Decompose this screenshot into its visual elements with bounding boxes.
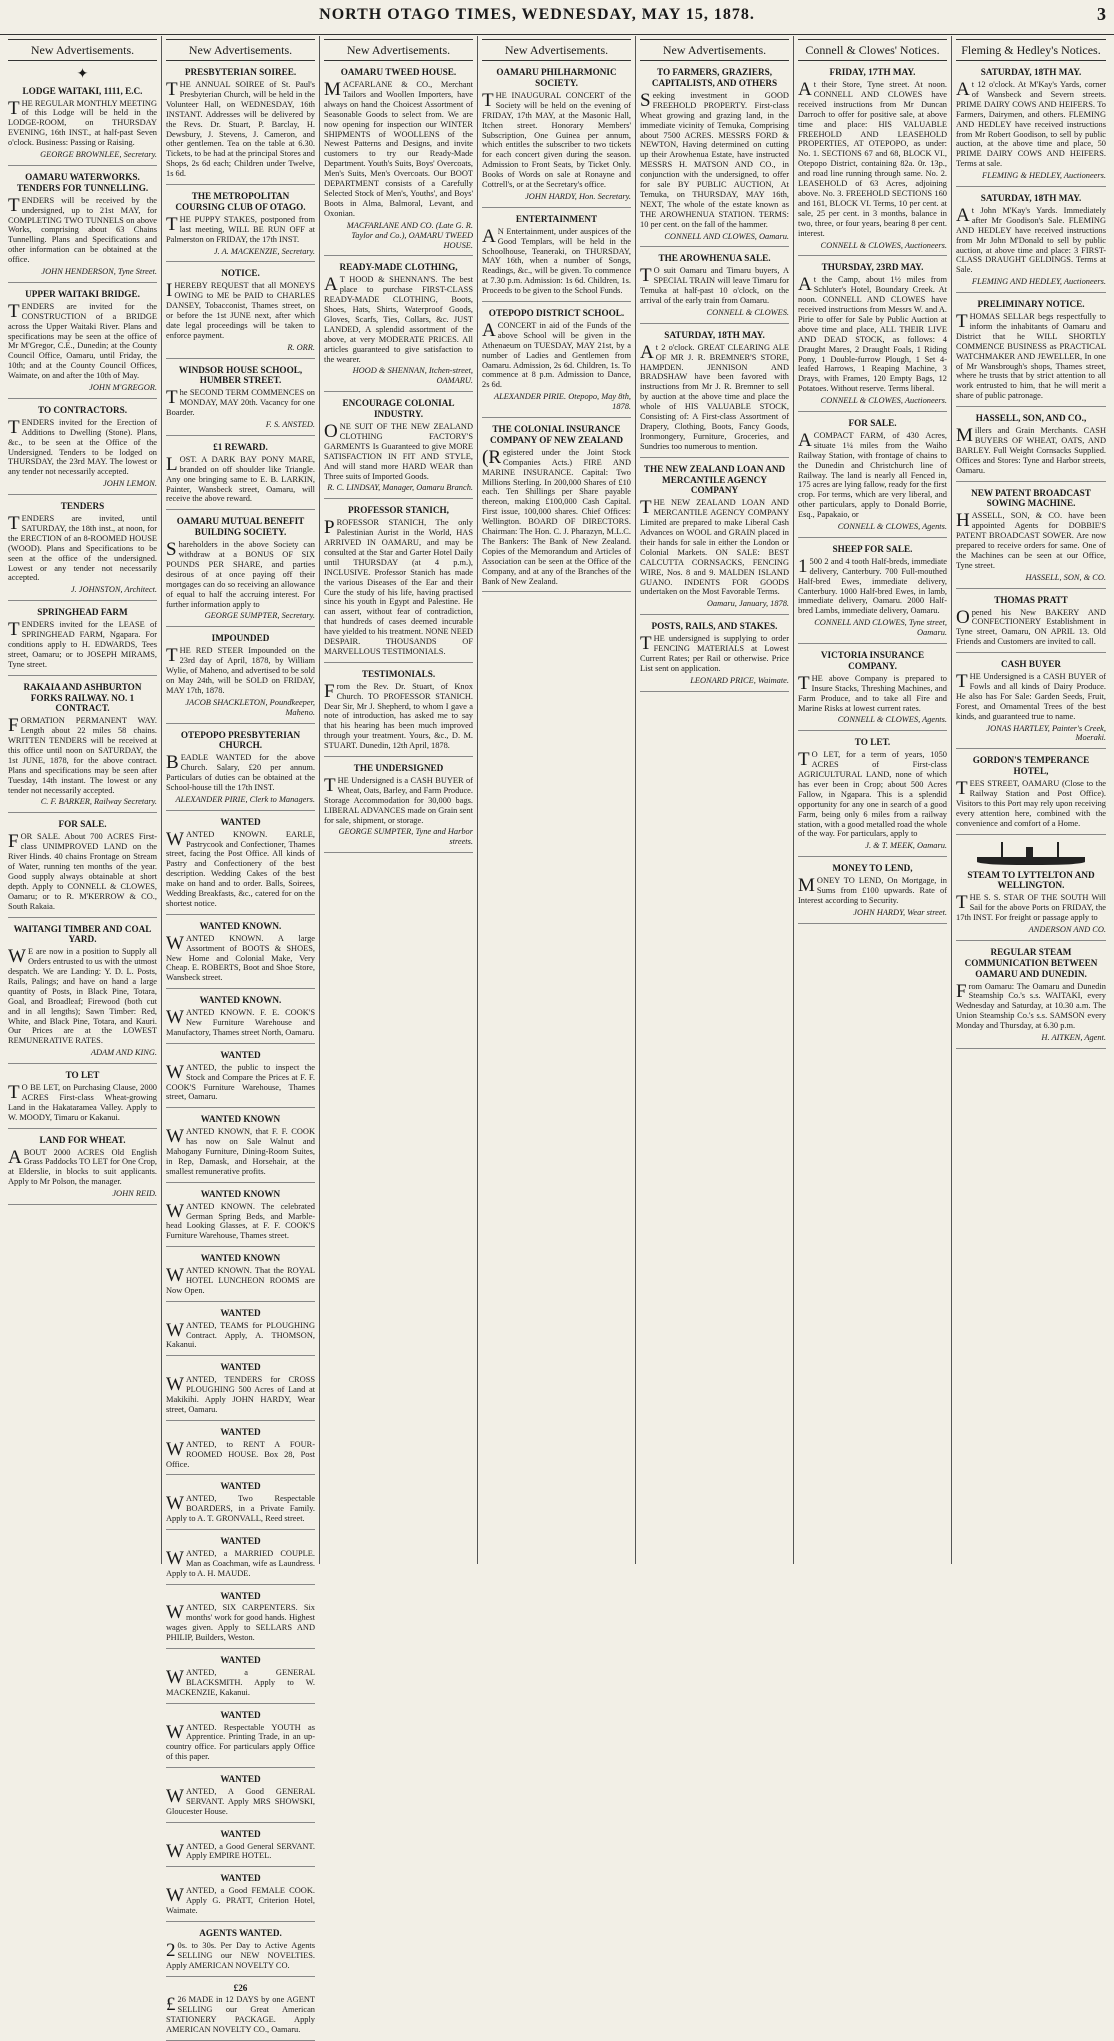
column-heading: Fleming & Hedley's Notices. (956, 39, 1106, 61)
ad-title: TO LET. (854, 737, 891, 748)
advertisement (166, 1114, 315, 1182)
ad-body: At 2 o'clock. GREAT CLEARING ALE OF MR J. R. BREMNER'S STORE, HAMPDEN. JENNISON AND BRADSHAW have been favored with instructions from Mr J. R. Bremner to sell by auction at the above time and place the whole of HIS VALUABLE STOCK, Consisting of: A First-class Assortment of Drapery, Clothing, Boots, Fancy Goods, Ironmongery, Furniture, Groceries, and Sundries too numerous to mention. (640, 341, 789, 451)
ad-body: THE Undersigned is a CASH BUYER of Wheat, Oats, Barley, and Farm Produce. Storage Accommodation for 30,000 bags. LIBERAL ADVANCES made on Grain sent for sale, shipment, or storage. (324, 774, 473, 825)
advertisement (640, 253, 789, 323)
ad-body: TENDERS invited for the Erection of Additions to Dwelling (Stone). Plans, &c., to be seen at the Office of the Undersigned. Tenders to be lodged on THURSDAY, the 23rd MAY. The lowest or any tender not necessarily accepted. (8, 416, 157, 477)
ad-title: OTEPOPO PRESBYTERIAN CHURCH. (180, 729, 301, 751)
ad-body: TENDERS are invited, until SATURDAY, the 18th inst., at noon, for the ERECTION of an 8-ROOMED HOUSE (WOOD). Plans and Specifications to be seen at the office of the undersigned. Lowest or any tender not necessarily accepted. (8, 513, 157, 583)
ad-title: THURSDAY, 23RD MAY. (821, 262, 924, 273)
advertisement (166, 1536, 315, 1585)
advertisement (956, 413, 1106, 481)
ad-title: PRELIMINARY NOTICE. (977, 299, 1085, 310)
ad-title: WANTED KNOWN. (199, 995, 282, 1006)
ad-signature: ALEXANDER PIRIE. Otepopo, May 8th, 1878. (494, 392, 631, 412)
advertisement (798, 67, 947, 256)
ad-title: TENDERS (60, 501, 105, 512)
advertisement (324, 67, 473, 256)
ad-body: WANTED KNOWN. A large Assortment of BOOTS & SHOES, New Home and Colonial Make, Very Cheap. E. ROBERTS, Boot and Shoe Store, Wansbeck street. (166, 932, 315, 983)
advertisement (166, 442, 315, 510)
ad-title: THE NEW ZEALAND LOAN AND MERCANTILE AGENCY COMPANY (643, 463, 786, 496)
ad-signature: HOOD & SHENNAN, Itchen-street, OAMARU. (352, 366, 473, 386)
ad-title: CASH BUYER (1001, 659, 1061, 670)
ad-signature: J. JOHNSTON, Architect. (70, 585, 157, 595)
page-title: NORTH OTAGO TIMES, WEDNESDAY, MAY 15, 1878. (319, 6, 755, 23)
advertisement (166, 1873, 315, 1922)
column-heading: New Advertisements. (8, 39, 157, 61)
advertisement (956, 193, 1106, 293)
ad-title: LODGE WAITAKI, 1111, E.C. (22, 85, 143, 96)
ad-signature: Oamaru, January, 1878. (706, 599, 789, 609)
ad-body: THE PUPPY STAKES, postponed from last meeting, WILL BE RUN OFF at Palmerston on FRIDAY, the 17th INST. (166, 213, 315, 244)
ad-body: WANTED KNOWN. The celebrated German Spring Beds, and Marble-head Looking Glasses, at F. F. COOK'S Furniture Warehouse, Thames street. (166, 1200, 315, 1241)
advertisement (324, 669, 473, 757)
masonic-emblem-icon: ✦ (76, 67, 89, 83)
advertisement (8, 924, 157, 1065)
ad-body: WANTED, SIX CARPENTERS. Six months' work for good hands. Highest wages given. Apply to SELLARS AND PHILIP, Builders, Weston. (166, 1602, 315, 1643)
advertisement (8, 1135, 157, 1205)
advertisement (166, 516, 315, 627)
page-number: 3 (1097, 4, 1106, 24)
ad-body: AT HOOD & SHENNAN'S. The best place to purchase FIRST-CLASS READY-MADE CLOTHING, Boots, Shoes, Hats, Shirts, Waterproof Goods, Gloves, Scarfs, Ties, Collars, &c. JUST LANDED, A splendid assortment of the above, at very MODERATE PRICES. All articles guaranteed to give satisfaction to the wearer. (324, 274, 473, 364)
ad-title: READY-MADE CLOTHING, (339, 262, 458, 273)
ad-body: WANTED KNOWN. F. E. COOK'S New Furniture Warehouse and Manufactory, Thames street North, Oamaru. (166, 1007, 315, 1037)
column-heading: New Advertisements. (166, 39, 315, 61)
ad-body: WANTED, a Good General SERVANT. Apply EMPIRE HOTEL. (166, 1840, 315, 1862)
ad-signature: JOHN HARDY, Hon. Secretary. (525, 191, 631, 201)
ad-title: MONEY TO LEND, (832, 863, 913, 874)
advertisement (324, 262, 473, 392)
ad-signature: R. C. LINDSAY, Manager, Oamaru Branch. (327, 483, 473, 493)
steamship-icon (971, 841, 1091, 867)
ad-body: TENDERS are invited for the CONSTRUCTION of a BRIDGE across the Upper Waitaki River. Plans and specifications may be seen at the office of Mr M'Gregor, C.E., Dunedin; at the County Council Office, Oamaru, until Friday, the 10th; and at the County Council Offices, Waimate, on and after the 10th of May. (8, 300, 157, 381)
column-heading: New Advertisements. (640, 39, 789, 61)
ad-signature: CONNELL & CLOWES, Agents. (837, 522, 947, 532)
ad-body: TENDERS invited for the LEASE of SPRINGHEAD FARM, Ngapara. For conditions apply to H. EDWARDS, Tees street, Oamaru; or to JOSEPH MIRAMS, Tyne street. (8, 619, 157, 669)
advertisement (166, 1308, 315, 1357)
advertisement (956, 659, 1106, 749)
ad-title: WAITANGI TIMBER AND COAL YARD. (13, 923, 152, 945)
ad-title: ENCOURAGE COLONIAL INDUSTRY. (342, 398, 455, 420)
ad-body: (Registered under the Joint Stock Companies Acts.) FIRE AND MARINE INSURANCE. Capital: Two Millions Sterling. In 200,000 Shares of £10 each. Ten Shillings per Share payable thereon, making £100,000 Cash Capital. First issue, 100,000 shares. Chief Offices: Wellington. BOARD OF DIRECTORS. Chairman: The Hon. C. J. Pharazyn, M.L.C. The Bankers: The Bank of New Zealand. Copies of the Memorandum and Articles of Association can be seen at the Office of the Company, and at any of the Branches of the Bank of New Zealand. (482, 446, 631, 586)
ad-body: THE ANNUAL SOIREE of St. Paul's Presbyterian Church, will be held in the Volunteer Hall, on WEDNESDAY, 16th INSTANT. Addresses will be delivered by the Revs. Dr. Stuart, P. Barclay, H. Dewsbury, J. Stevens, J. Cameron, and other gentlemen. Tea on the table at 6.30. Tickets, to be had at the principal Stores and Shops, 2s 6d each; Children under Twelve, 1s 6d. (166, 79, 315, 179)
ad-signature: J. & T. MEEK, Oamaru. (865, 841, 947, 851)
advertisement (798, 262, 947, 412)
advertisement (8, 1070, 157, 1128)
ad-body: WANTED, TENDERS for CROSS PLOUGHING 500 Acres of Land at Makikihi. Apply JOHN HARDY, Wear street, Oamaru. (166, 1374, 315, 1414)
ad-title: LAND FOR WHEAT. (39, 1134, 126, 1145)
ad-signature: ADAM AND KING. (90, 1048, 157, 1058)
advertisement (166, 365, 315, 436)
ad-title: VICTORIA INSURANCE COMPANY. (820, 650, 925, 671)
ad-body: WANTED KNOWN, that F. F. COOK has now on Sale Walnut and Mahogany Furniture, Dining-Room Suites, in Rep, Damask, and Horsehair, at the smallest remunerative profits. (166, 1126, 315, 1176)
ad-body: MONEY TO LEND, On Mortgage, in Sums from £100 upwards. Rate of Interest according to Security. (798, 875, 947, 905)
advertisement (798, 737, 947, 857)
ad-title: TESTIMONIALS. (361, 668, 436, 679)
advertisement (166, 1829, 315, 1868)
ad-signature: GEORGE SUMPTER, Tyne and Harbor streets. (338, 827, 473, 847)
ad-signature: JOHN REID. (112, 1189, 157, 1199)
ad-body: Shareholders in the above Society can withdraw at a BONUS OF SIX POUNDS PER SHARE, and parties desirous of at once paying off their mortgages can do so receiving an allowance of equal to half the accruing interest. For further information apply to (166, 539, 315, 609)
advertisement (166, 1983, 315, 2041)
ad-body: BEADLE WANTED for the above Church. Salary, £20 per annum. Particulars of duties can be obtained at the School-house till the 17th INST. (166, 752, 315, 792)
advertisement (798, 544, 947, 644)
advertisement (640, 621, 789, 691)
ad-title: OTEPOPO DISTRICT SCHOOL. (488, 308, 625, 319)
ad-title: WANTED (220, 1307, 261, 1318)
ad-body: AN Entertainment, under auspices of the Good Templars, will be held in the Schoolhouse, Teaneraki, on THURSDAY, MAY 16th, when a number of Songs, Readings, &c., will be given. To commence at 7.30 p.m. Admission: 1s 6d. Children, 1s. Proceeds to be given to the School Funds. (482, 225, 631, 296)
ad-title: UPPER WAITAKI BRIDGE. (25, 288, 140, 299)
ad-title: THE AROWHENUA SALE. (658, 253, 771, 264)
ad-body: TEES STREET, OAMARU (Close to the Railway Station and Post Office). Visitors to this Port may rely upon receiving every attention here, combined with the convenience and comfort of a Home. (956, 778, 1106, 828)
ad-title: WANTED (220, 816, 261, 827)
columns (4, 36, 1110, 2035)
ad-title: WANTED (220, 1655, 261, 1666)
advertisement (166, 817, 315, 915)
ad-title: WANTED (220, 1774, 261, 1785)
advertisement (166, 921, 315, 989)
ad-title: HASSELL, SON, AND CO., (975, 413, 1087, 424)
ad-title: WANTED (220, 1536, 261, 1547)
advertisement (166, 67, 315, 185)
ad-body: From the Rev. Dr. Stuart, of Knox Church. TO PROFESSOR STANICH. Dear Sir, Mr J. Shepherd, to whom I gave a note of introduction, has asked me to say that his hearing has been much improved through your treatment. Yours, &c., D. M. STUART. Dunedin, 12th April, 1878. (324, 680, 473, 751)
ad-signature: JACOB SHACKLETON, Poundkeeper, Maheno. (185, 697, 315, 717)
ad-body: TO suit Oamaru and Timaru buyers, A SPECIAL TRAIN will leave Timaru for Temuka at half-past 10 o'clock, on the arrival of the early train from Oamaru. (640, 265, 789, 306)
ad-signature: C. F. BARKER, Railway Secretary. (40, 797, 157, 807)
advertisement (8, 172, 157, 283)
ad-signature: J. A. MACKENZIE, Secretary. (213, 246, 315, 256)
ad-body: WANTED, TEAMS for PLOUGHING Contract. Apply, A. THOMSON, Kakanui. (166, 1319, 315, 1350)
ad-signature: JOHN HENDERSON, Tyne Street. (41, 267, 157, 277)
ad-title: WANTED KNOWN. (199, 920, 282, 931)
ad-body: WANTED KNOWN. EARLE, Pastrycook and Confectioner, Thames street, facing the Post Office. All kinds of Pastry and Confectionery of the best description. Wedding Cakes of the best make on hand and to order. Balls, Soirees, Wedding Breakfasts, &c., catered for on the shortest notice. (166, 828, 315, 908)
ad-body: ONE SUIT OF THE NEW ZEALAND CLOTHING FACTORY'S GARMENTS Is Guaranteed to give MORE SATISFACTION IN FIT AND STYLE, And will stand more HARD WEAR than Three suits of Imported Goods. (324, 420, 473, 481)
ad-signature: MACFARLANE AND CO. (Late G. R. Taylor and Co.), OAMARU TWEED HOUSE. (346, 220, 473, 250)
advertisement (8, 501, 157, 601)
ad-signature: ANDERSON AND CO. (1028, 925, 1106, 935)
advertisement (324, 763, 473, 853)
column-5 (636, 36, 794, 1564)
ad-title: REGULAR STEAM COMMUNICATION BETWEEN OAMARU AND DUNEDIN. (964, 946, 1098, 979)
ad-title: OAMARU WATERWORKS. TENDERS FOR TUNNELLING. (16, 171, 149, 193)
ad-signature: CONNELL & CLOWES, Auctioneers. (820, 396, 947, 406)
advertisement (956, 595, 1106, 653)
ad-body: At John M'Kay's Yards. Immediately after Mr Goodison's Sale. FLEMING AND HEDLEY have received instructions from Mr John M'Donald to sell by public auction, at above time and place: 3 FIRST-CLASS DRAUGHT GELDINGS. Terms at Sale. (956, 204, 1106, 275)
ad-title: WANTED (220, 1590, 261, 1601)
ad-body: FOR SALE. About 700 ACRES First-class UNIMPROVED LAND on the River Hinds. 40 chains Frontage on Stream of Water, running ten months of the year. Good supply always obtainable at short depth. Apply to CONNELL & CLOWES, Oamaru; or to R. M'KERROW & CO., South Rakaia. (8, 831, 157, 911)
ad-signature: CONNELL & CLOWES. (706, 307, 789, 317)
advertisement (956, 841, 1106, 941)
ad-title: WINDSOR HOUSE SCHOOL, HUMBER STREET. (178, 364, 303, 386)
ad-signature: JOHN M'GREGOR. (89, 383, 157, 393)
advertisement (166, 995, 315, 1044)
ad-body: WANTED, to RENT A FOUR-ROOMED HOUSE. Box 28, Post Office. (166, 1438, 315, 1469)
ad-body: HASSELL, SON, & CO. have been appointed Agents for DOBBIE'S PATENT BROADCAST SOWER. Are now prepared to receive orders for same. One of the Machines can be seen at our Office, Tyne street. (956, 510, 1106, 570)
advertisement (482, 214, 631, 302)
ad-title: SHEEP FOR SALE. (832, 543, 913, 554)
ad-title: WANTED (220, 1481, 261, 1492)
ad-signature: F. S. ANSTED. (265, 420, 315, 430)
ad-title: GORDON'S TEMPERANCE HOTEL, (972, 755, 1090, 777)
advertisement (798, 863, 947, 923)
ad-body: PROFESSOR STANICH, The only Palestinian Aurist in the World, HAS ARRIVED IN OAMARU, and may be consulted at the Star and Garter Hotel Daily until THURSDAY (at 4 p.m.), INCLUSIVE. Professor Stanich has made the various Diseases of the Ear and their Cure the study of his life, having practised since his youth in Egypt and Palestine. He can assert, without fear of contradiction, that hundreds of cases deemed incurable have yielded to his treatment. NONE NEED DESPAIR. THOUSANDS OF MARVELLOUS TESTIMONIALS. (324, 517, 473, 656)
ad-title: PROFESSOR STANICH, (348, 505, 449, 516)
ad-body: FORMATION PERMANENT WAY. Length about 22 miles 58 chains. WRITTEN TENDERS will be received at this office until noon on SATURDAY, the 1st JUNE, 1878, for the above contract. Plans and specifications may be seen after Tuesday, 14th instant. The lowest or any tender not necessarily accepted. (8, 715, 157, 795)
ad-body: THE NEW ZEALAND LOAN AND MERCANTILE AGENCY COMPANY Limited are prepared to make Liberal Cash Advances on WOOL and GRAIN placed in their hands for sale in either the London or Colonial Markets. ON SALE: BEST CALCUTTA CORNSACKS, FENCING WIRE, Nos. 8 and 9. MALDEN ISLAND GUANO. INDENTS FOR GOODS undertaken on the Most Favorable Terms. (640, 497, 789, 597)
ad-signature: JOHN LEMON. (103, 479, 157, 489)
advertisement (166, 1050, 315, 1108)
ad-body: WANTED, a Good FEMALE COOK. Apply G. PRATT, Criterion Hotel, Waimate. (166, 1885, 315, 1916)
ad-body: THE Undersigned is a CASH BUYER of Fowls and all kinds of Dairy Produce. He also has For Sale: Garden Seeds, Fruit, Forest, and Ornamental Trees of the best kinds, and guaranteed true to name. (956, 671, 1106, 721)
advertisement (482, 67, 631, 208)
ad-signature: LEONARD PRICE, Waimate. (690, 675, 789, 685)
ad-signature: CONNELL & CLOWES, Agents. (837, 715, 947, 725)
ad-body: WANTED KNOWN. That the ROYAL HOTEL LUNCHEON ROOMS are Now Open. (166, 1265, 315, 1295)
advertisement (166, 1253, 315, 1302)
ad-title: THE UNDERSIGNED (353, 763, 444, 774)
ad-body: THE REGULAR MONTHLY MEETING of this Lodge will be held in the LODGE-ROOM, on THURSDAY EVENING, 16th INST., at half-past Seven o'clock. Business: Passing or Raising. (8, 97, 158, 148)
advertisement (166, 1427, 315, 1476)
ad-title: STEAM TO LYTTELTON AND WELLINGTON. (967, 869, 1095, 891)
ad-title: NOTICE. (221, 268, 260, 279)
ad-body: WANTED. Respectable YOUTH as Apprentice. Printing Trade, in an up-country office. For particulars apply Office of this paper. (166, 1721, 315, 1762)
ad-body: Seeking investment in GOOD FREEHOLD PROPERTY. First-class Wheat growing and grazing land, in the immediate vicinity of Temuka, Comprising about 7500 ACRES. MESSRS FORD & NEWTON, Having determined on cutting up their Arowhenua Estate, have instructed MESSRS H. MATSON AND CO., in conjunction with the undersigned, to offer for sale BY PUBLIC AUCTION, At Temuka, on THURSDAY, MAY 16th, NEXT, The whole of the estate known as THE AROWHENUA STATION. TERMS: 10 per cent. on the fall of the hammer. (640, 89, 789, 229)
advertisement (8, 405, 157, 495)
ad-signature: ALEXANDER PIRIE, Clerk to Managers. (175, 794, 315, 804)
advertisement (166, 191, 315, 262)
ad-body: THOMAS SELLAR begs respectfully to inform the inhabitants of Oamaru and District that he WILL SHORTLY COMMENCE BUSINESS as PRACTICAL WATCHMAKER AND JEWELLER, In one of Mr Wansbrough's shops, Thames street, where he trusts that by strict attention to all work entrusted to him, that he will merit a share of public patronage. (956, 311, 1106, 401)
ad-body: Millers and Grain Merchants. CASH BUYERS OF WHEAT, OATS, AND BARLEY. Full Weight Cornsacks Supplied. Offices and Stores: Tyne and Harbor streets, Oamaru. (956, 425, 1106, 475)
ad-signature: CONNELL AND CLOWES, Tyne street, Oamaru. (814, 618, 947, 638)
ad-body: THE above Company is prepared to Insure Stacks, Threshing Machines, and Farm Produce, and to take all Fire and Marine Risks at lowest current rates. (798, 672, 947, 713)
advertisement (956, 67, 1106, 187)
ad-title: FOR SALE. (58, 819, 107, 830)
ad-title: POSTS, RAILS, AND STAKES. (651, 621, 778, 632)
ad-body: IHEREBY REQUEST that all MONEYS OWING to ME be PAID to CHARLES DANSEY, Tobacconist, Thames street, on or before the 1st JUNE next, after which date legal proceedings will be taken to enforce payment. (166, 280, 315, 340)
ad-body: THE S. S. STAR OF THE SOUTH Will Sail for the above Ports on FRIDAY, the 17th INST. For freight or passage apply to (956, 892, 1106, 923)
ad-body: TO BE LET, on Purchasing Clause, 2000 ACRES First-class Wheat-growing Land in the Hakataramea Valley. Apply to W. MOODY, Timaru or Kakanui. (8, 1082, 157, 1122)
advertisement (482, 308, 631, 418)
advertisement (956, 947, 1106, 1049)
advertisement (166, 1591, 315, 1649)
ad-title: THE METROPOLITAN COURSING CLUB OF OTAGO. (175, 191, 306, 212)
ad-title: WANTED (220, 1426, 261, 1437)
ad-title: £1 REWARD. (213, 441, 268, 452)
advertisement (640, 330, 789, 458)
ad-title: ENTERTAINMENT (515, 213, 598, 224)
ad-signature: CONNELL & CLOWES, Auctioneers. (820, 240, 947, 250)
ad-title: FRIDAY, 17TH MAY. (829, 67, 916, 78)
ad-title: WANTED (220, 1873, 261, 1884)
advertisement (166, 1655, 315, 1704)
ad-body: 20s. to 30s. Per Day to Active Agents SELLING our NEW NOVELTIES. Apply AMERICAN NOVELTY CO. (166, 1939, 315, 1970)
column-heading: Connell & Clowes' Notices. (798, 39, 947, 61)
column-1 (4, 36, 162, 1564)
ad-title: SATURDAY, 18TH MAY. (980, 67, 1082, 78)
ad-body: WANTED, the public to inspect the Stock and Compare the Prices at F. F. COOK'S Furniture Warehouse, Thames street, Oamaru. (166, 1061, 315, 1102)
ad-body: 1500 2 and 4 tooth Half-breds, immediate delivery, Canterbury. 700 Full-mouthed Half-bred Ewes, immediate delivery, Canterbury. 1000 Half-bred Ewes, in lamb, immediate delivery, Oamaru. 2000 Half-bred Lambs, immediate delivery, Oamaru. (798, 555, 947, 616)
ad-body: WANTED, Two Respectable BOARDERS, in a Private Family. Apply to A. T. GRONVALL, Reed street. (166, 1493, 315, 1524)
column-6 (794, 36, 952, 1564)
advertisement (8, 819, 157, 917)
ad-title: TO FARMERS, GRAZIERS, CAPITALISTS, AND OTHERS (651, 67, 778, 89)
ad-title: PRESBYTERIAN SOIREE. (184, 67, 297, 78)
advertisement (798, 418, 947, 538)
ad-title: WANTED (220, 1709, 261, 1720)
ad-body: Opened his New BAKERY AND CONFECTIONERY Establishment in Tyne street, Oamaru, ON APRIL 13. Old Friends and Customers are invited to call. (956, 606, 1106, 647)
ad-body: ABOUT 2000 ACRES Old English Grass Paddocks TO LET for One Crop, at Elderslie, in blocks to suit applicants. Apply to Mr Polson, the manager. (8, 1146, 157, 1187)
ad-signature: GEORGE SUMPTER, Secretary. (204, 611, 315, 621)
ad-body: At their Store, Tyne street. At noon. CONNELL AND CLOWES have received instructions from Mr Duncan Darroch to offer for positive sale, at above time and place: HIS VALUABLE FREEHOLD AND LEASEHOLD PROPERTIES, AT OTEPOPO, as under: No. 1. SECTIONS 67 and 68, BLOCK VI., Otepopo District, containing 82a. 0r. 13p., and road line running through same. No. 2. LEASEHOLD of 63 Acres, adjoining above. No. 3. FREEHOLD SECTIONS 160 and 161, BLOCK VI. Terms, 10 per cent. at sale, 25 per cent. in 3 months, balance in two, three, or four years, bearing 8 per cent. interest. (798, 79, 947, 238)
column-7 (952, 36, 1110, 1564)
ad-signature: JONAS HARTLEY, Painter's Creek, Moeraki. (986, 723, 1106, 743)
ad-body: THE undersigned is supplying to order FENCING MATERIALS at Lowest Current Rates; per Rail or otherwise. Price List sent on application. (640, 633, 789, 673)
ad-body: TO LET, for a term of years, 1050 ACRES of First-class AGRICULTURAL LAND, none of which has ever been in Crop; about 500 Acres Fallow, in Ngapara. This is a splendid opportunity for any one in search of a good Farm, being only 6 miles from a railway station, with a good metalled road the whole of the way. For particulars, apply to (798, 749, 947, 839)
ad-body: ACONCERT in aid of the Funds of the above School will be given in the Athenaeum on TUESDAY, MAY 21st, by a number of Ladies and Gentlemen from Oamaru. Admission, 2s 6d. Children, 1s. To commence at 8 p.m. Admission to Dance, 2s 6d. (482, 319, 631, 390)
advertisement (324, 505, 473, 663)
advertisement (8, 607, 157, 675)
ad-signature: JOHN HARDY, Wear street. (853, 907, 947, 917)
column-heading: New Advertisements. (482, 39, 631, 61)
ad-body: LOST. A DARK BAY PONY MARE, branded on off shoulder like Triangle. Any one bringing same to E. B. LARKIN, Painter, Wansbeck street, Oamaru, will receive the above reward. (166, 453, 315, 504)
advertisement (166, 1189, 315, 1247)
ad-title: AGENTS WANTED. (199, 1927, 282, 1938)
ad-title: SPRINGHEAD FARM (37, 607, 128, 618)
ad-body: WANTED, a MARRIED COUPLE. Man as Coachman, wife as Laundress. Apply to A. H. MAUDE. (166, 1547, 316, 1578)
ad-body: At the Camp, about 1½ miles from Schluter's Hotel, Boundary Creek. At noon. CONNELL AND CLOWES have received instructions from Messrs W. and A. Pirie to offer for Sale by Public Auction at above time and place, ALL THEIR LIVE AND DEAD STOCK, as follows: 4 Draught Mares, 2 Draught Foals, 1 Riding Pony, 1 Double-furrow Plough, 1 Set 4-leafed Harrows, 1 Reaping Machine, 3 Drays, with Frames, 120 Empty Bags, 12 Potatoes. Without reserve. Terms liberal. (798, 274, 947, 394)
ad-title: FOR SALE. (848, 418, 897, 429)
ad-signature: CONNELL AND CLOWES, Oamaru. (664, 231, 789, 241)
ad-body: The SECOND TERM COMMENCES on MONDAY, MAY 20th. Vacancy for one Boarder. (166, 387, 315, 418)
advertisement (8, 682, 157, 814)
ad-title: £26 (233, 1982, 248, 1993)
ad-signature: GEORGE BROWNLEE, Secretary. (40, 150, 157, 160)
advertisement (166, 268, 315, 358)
advertisement (166, 730, 315, 811)
column-3 (320, 36, 478, 1564)
ad-body: MACFARLANE & CO., Merchant Tailors and Woollen Importers, have always on hand the Choicest Assortment of Seasonable Goods to select from. We are now opening for inspection our WINTER SHIPMENTS of WOOLLENS of the Newest Patterns and Designs, and invite customers to try our Ready-Made Department. Youth's Suits, Boys' Overcoats, Men's Suits, Men's Overcoats. Our BOOT DEPARTMENT consists of a Carefully Selected Stock of Men's, Youths', and Boys' Boots in Alma, Balmoral, Levant, and Oxonian. (324, 79, 473, 218)
column-heading: New Advertisements. (324, 39, 473, 61)
advertisement (798, 650, 947, 731)
advertisement (8, 86, 157, 166)
ad-title: RAKAIA AND ASHBURTON FORKS RAILWAY. NO. 1 CONTRACT. (23, 681, 142, 714)
ad-body: WE are now in a position to Supply all Orders entrusted to us with the utmost despatch. We are Landing: Y. D. L. Posts, Rails, Palings; and have on hand a large quantity of Posts, in Black Pine, Totara, Goal, and Broadleaf; Firewood (both cut and in all lengths); Sawn Timber: Red, White, and Black Pine, Totara, and Kauri. Our Prices are at the LOWEST REMUNERATIVE RATES. (8, 946, 157, 1046)
advertisement (482, 424, 631, 592)
column-2 (162, 36, 320, 2035)
advertisement (956, 755, 1106, 834)
ad-body: At 12 o'clock. At M'Kay's Yards, corner of Wansbeck and Severn streets. PRIME DAIRY COWS AND HEIFERS. To Farmers, Dairymen, and others. FLEMING AND HEDLEY have received instructions from Mr Robert Goodison, to sell by public auction, at the above time and place, 50 PRIME DAIRY COWS AND HEIFERS. Terms at sale. (956, 79, 1106, 169)
advertisement (956, 488, 1106, 589)
advertisement (166, 1481, 315, 1530)
ad-title: IMPOUNDED (211, 633, 270, 644)
advertisement (166, 1362, 315, 1420)
ad-body: ACOMPACT FARM, of 430 Acres, situate 1¼ miles from the Waiho Railway Station, with frontage of chains to the Dunedin and Christchurch line of Railway. The land is nearly all Fenced in, 175 acres are lying fallow, ready for the first crop. For terms, which are very liberal, and other particulars, apply to Donald Borrie, Esq., Papakaio, or (798, 429, 947, 520)
advertisement (640, 67, 789, 247)
advertisement (166, 633, 315, 723)
ad-body: THE INAUGURAL CONCERT of the Society will be held on the evening of FRIDAY, 17th MAY, at the Masonic Hall, Itchen street. Honorary Members' Subscription, One Guinea per annum, which entitles the subscriber to two tickets for each concert given during the season. Admission to Front Seats, by Ticket Only. Books of Words on sale at Ronayne and Cottrell's, or at the Secretary's office. (482, 89, 631, 190)
ad-title: OAMARU PHILHARMONIC SOCIETY. (496, 67, 617, 89)
ad-signature: HASSELL, SON, & CO. (1025, 572, 1106, 582)
ad-title: OAMARU MUTUAL BENEFIT BUILDING SOCIETY. (176, 516, 305, 538)
ad-title: NEW PATENT BROADCAST SOWING MACHINE. (971, 487, 1091, 509)
ad-body: TENDERS will be received by the undersigned, up to 21st MAY, for COMPLETING TWO TUNNELS on above Works, comprising about 63 Chains Tunnelling. Plans and Specifications and other information can be obtained at the office. (8, 194, 157, 265)
ad-signature: FLEMING & HEDLEY, Auctioneers. (982, 171, 1106, 181)
advertisement (166, 1928, 315, 1977)
advertisement (166, 1710, 315, 1768)
ad-title: WANTED KNOWN (200, 1253, 281, 1264)
ad-title: WANTED (220, 1828, 261, 1839)
ad-title: TO CONTRACTORS. (37, 404, 127, 415)
advertisement (640, 464, 789, 616)
ad-body: THE RED STEER Impounded on the 23rd day of April, 1878, by William Wylie, of Maheno, and advertised to be sold on May 24th, will be SOLD on FRIDAY, MAY 17th, 1878. (166, 645, 315, 695)
masthead (0, 0, 1114, 35)
ad-signature: FLEMING AND HEDLEY, Auctioneers. (971, 277, 1106, 287)
ad-signature: R. ORR. (287, 342, 315, 352)
ad-title: WANTED (220, 1362, 261, 1373)
ad-title: OAMARU TWEED HOUSE. (340, 67, 457, 78)
advertisement (166, 1774, 315, 1823)
ad-title: SATURDAY, 18TH MAY. (980, 193, 1082, 204)
advertisement (324, 398, 473, 499)
ad-title: THOMAS PRATT (994, 594, 1068, 605)
ad-body: WANTED, A Good GENERAL SERVANT. Apply MRS SHOWSKI, Gloucester House. (166, 1786, 315, 1816)
ad-signature: H. AITKEN, Agent. (1041, 1033, 1106, 1043)
advertisement (8, 289, 157, 399)
ad-title: SATURDAY, 18TH MAY. (664, 329, 765, 340)
advertisement (956, 299, 1106, 407)
ad-body: WANTED, a GENERAL BLACKSMITH. Apply to W. MACKENZIE, Kakanui. (166, 1666, 315, 1697)
column-4 (478, 36, 636, 1564)
ad-title: TO LET (65, 1070, 100, 1081)
ad-title: WANTED KNOWN (200, 1188, 281, 1199)
ad-title: THE COLONIAL INSURANCE COMPANY OF NEW ZEALAND (490, 424, 623, 445)
ad-body: From Oamaru: The Oamaru and Dunedin Steamship Co.'s s.s. WAITAKI, every Wednesday and Saturday, at 10.30 a.m. The Union Steamship Co.'s s.s. SAMSON every Monday and Thursday, at 6.30 p.m. (956, 980, 1106, 1031)
ad-title: WANTED (220, 1049, 261, 1060)
ad-title: WANTED KNOWN (200, 1114, 281, 1125)
ad-body: £26 MADE in 12 DAYS by one AGENT SELLING our Great American STATIONERY PACKAGE. Apply AMERICAN NOVELTY CO., Oamaru. (166, 1994, 315, 2035)
